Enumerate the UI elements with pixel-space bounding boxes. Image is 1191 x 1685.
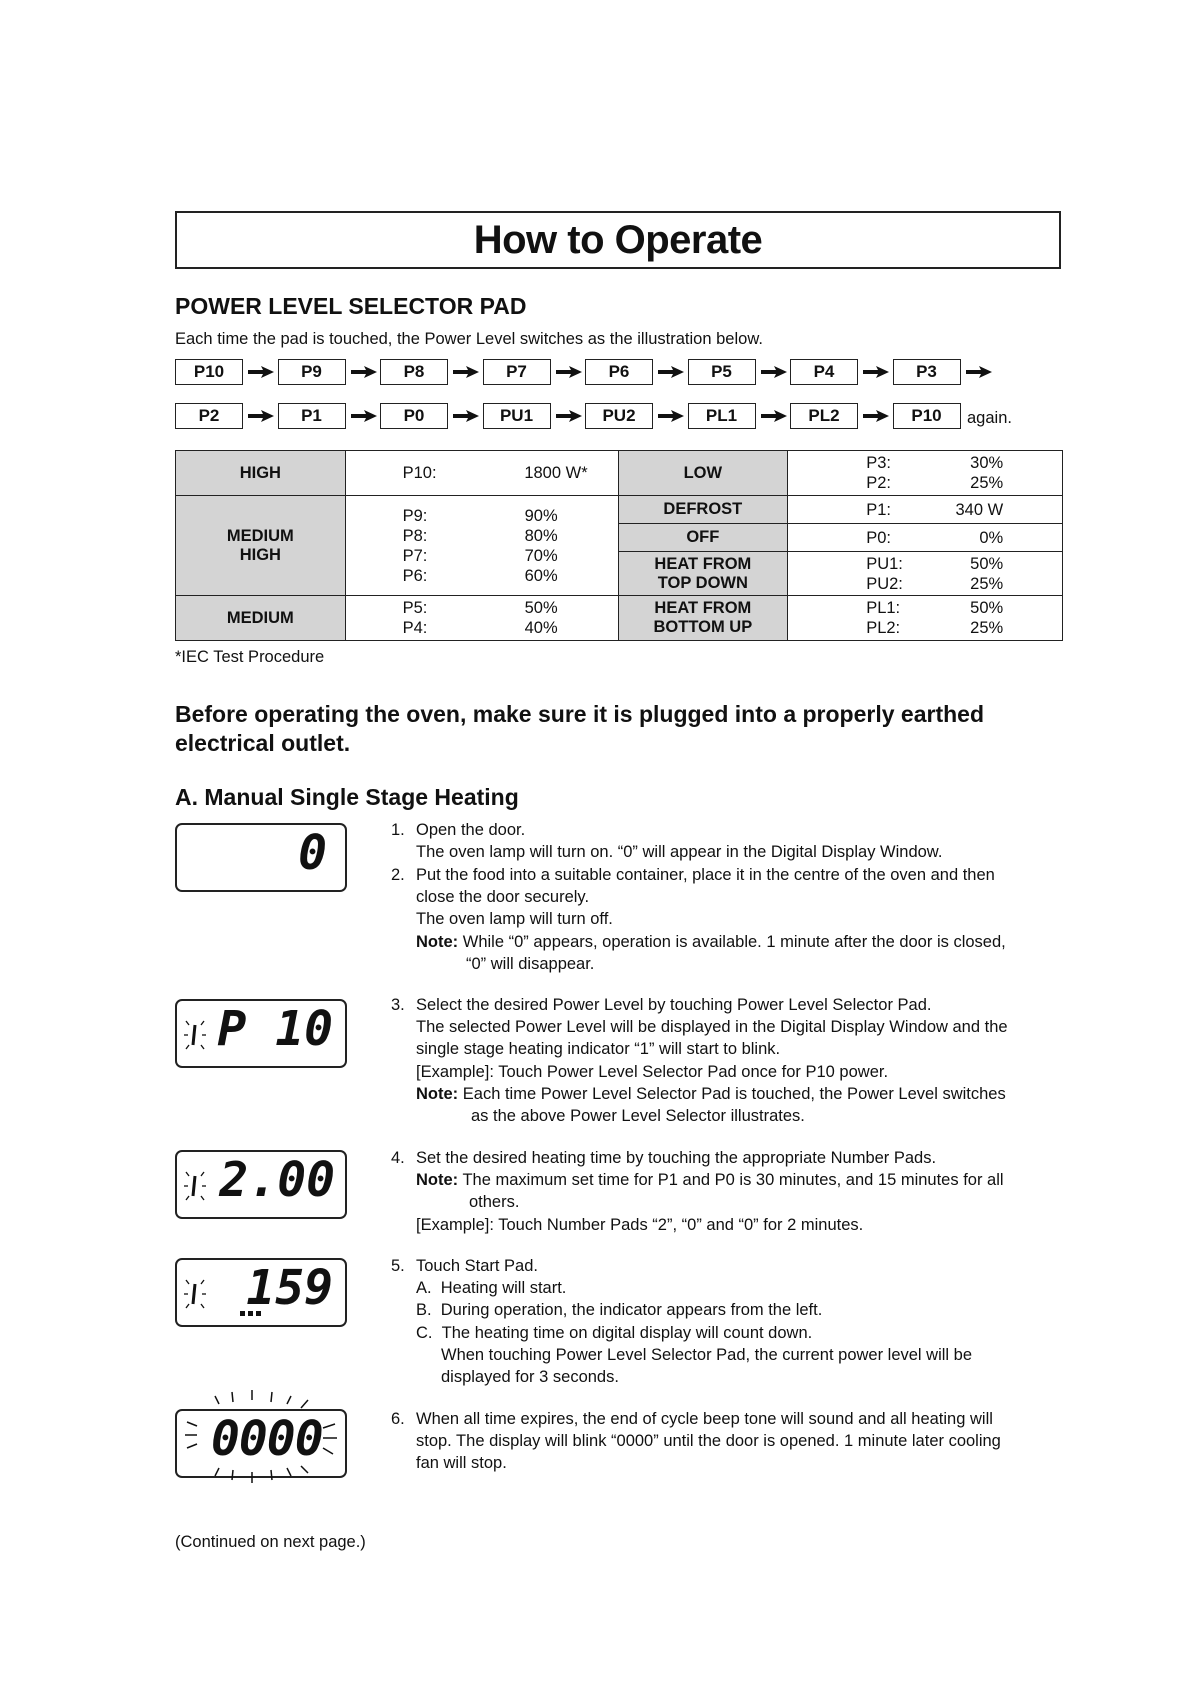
cell-heat-bottom-values	[788, 596, 1063, 641]
power-level-box: P5	[688, 359, 756, 385]
arrow-right-icon	[658, 410, 684, 422]
page-title-box	[175, 211, 1061, 269]
cell-medium-high	[176, 496, 346, 596]
label-line: MEDIUM	[226, 526, 294, 545]
step-number: 3.	[391, 996, 405, 1014]
step-number: 1.	[391, 821, 405, 839]
step-text: When all time expires, the end of cycle beep tone will sound and all heating will	[416, 1410, 993, 1428]
power-level-box: PU1	[483, 403, 551, 429]
display-digits: 0000	[211, 1411, 323, 1467]
step-text: Open the door.	[416, 821, 526, 839]
value-key: P1:	[866, 500, 891, 519]
step-text: fan will stop.	[416, 1454, 507, 1473]
value-key: P4:	[402, 619, 428, 637]
value-key: PU2:	[866, 574, 903, 593]
cell-off-values	[788, 524, 1063, 552]
power-level-box: P9	[278, 359, 346, 385]
arrow-right-icon	[556, 410, 582, 422]
cell-medium-high-values	[345, 496, 618, 596]
step-4	[391, 1147, 1071, 1236]
value-val: 80%	[524, 526, 558, 545]
value-key: P0:	[866, 528, 891, 547]
footnote: *IEC Test Procedure	[175, 648, 325, 666]
arrow-right-icon	[248, 410, 274, 422]
arrow-right-icon	[761, 366, 787, 378]
cell-low-values	[788, 451, 1063, 496]
blinking-indicator-icon	[183, 1274, 207, 1314]
step-text: stop. The display will blink “0000” until the door is opened. 1 minute later cooling	[416, 1432, 1001, 1451]
display-step1	[175, 823, 347, 892]
sub-letter: A.	[416, 1279, 432, 1298]
arrow-right-icon	[248, 366, 274, 378]
label-line: HEAT FROM	[654, 554, 752, 573]
sub-letter: B.	[416, 1301, 432, 1320]
page-title: How to Operate	[473, 217, 763, 262]
value-key: P6:	[402, 566, 428, 585]
warning-line: electrical outlet.	[175, 730, 351, 756]
cell-medium: MEDIUM	[176, 596, 346, 641]
value-key: PU1:	[866, 554, 903, 573]
display-digits: 159	[246, 1260, 333, 1316]
arrow-right-icon	[761, 410, 787, 422]
warning-line: Before operating the oven, make sure it is plugged into a properly earthed	[175, 701, 984, 727]
note-text: The maximum set time for P1 and P0 is 30 minutes, and 15 minutes for all	[462, 1171, 1004, 1190]
value-key: P3:	[866, 454, 891, 472]
display-digits: 0	[298, 825, 327, 881]
arrow-right-icon	[453, 366, 479, 378]
step-6	[391, 1408, 1071, 1475]
cell-heat-top-values	[788, 552, 1063, 596]
power-level-box: PL2	[790, 403, 858, 429]
value-val: 25%	[970, 619, 1004, 637]
cell-low: LOW	[618, 451, 788, 496]
step-text: Select the desired Power Level by touching Power Level Selector Pad.	[416, 996, 932, 1014]
warning-text	[175, 700, 984, 758]
power-level-table	[175, 450, 1063, 641]
step-text: close the door securely.	[416, 888, 590, 907]
step-text: During operation, the indicator appears from the left.	[440, 1301, 823, 1320]
display-step5	[175, 1258, 347, 1327]
step-number: 2.	[391, 866, 405, 884]
value-val: 1800 W*	[524, 464, 588, 482]
label-line: HIGH	[239, 545, 281, 564]
cell-heat-bottom-up	[618, 596, 788, 641]
label-line: BOTTOM UP	[653, 618, 753, 636]
step-text: Touch Start Pad.	[416, 1257, 538, 1275]
step-text: The heating time on digital display will count down.	[441, 1323, 813, 1342]
power-level-box: P8	[380, 359, 448, 385]
power-level-intro: Each time the pad is touched, the Power Level switches as the illustration below.	[175, 330, 763, 348]
note-text: Each time Power Level Selector Pad is touched, the Power Level switches	[462, 1084, 1006, 1103]
note-text: “0” will disappear.	[466, 954, 595, 973]
step-text: [Example]: Touch Power Level Selector Pad once for P10 power.	[416, 1062, 889, 1081]
note-text: as the above Power Level Selector illustrates.	[471, 1107, 805, 1126]
step-text: [Example]: Touch Number Pads “2”, “0” and “0” for 2 minutes.	[416, 1215, 864, 1234]
display-digits: P 10	[217, 1001, 333, 1057]
arrow-right-icon	[966, 366, 992, 378]
step-text: The oven lamp will turn off.	[416, 910, 613, 929]
power-level-box: P7	[483, 359, 551, 385]
value-val: 0%	[979, 528, 1004, 547]
display-step4	[175, 1150, 347, 1219]
power-level-box: P2	[175, 403, 243, 429]
section-a-heading: A. Manual Single Stage Heating	[175, 784, 519, 810]
step-text: Heating will start.	[440, 1279, 567, 1298]
continued-note: (Continued on next page.)	[175, 1533, 366, 1551]
value-key: P7:	[402, 546, 428, 565]
value-val: 40%	[524, 619, 558, 637]
step-3	[391, 994, 1071, 1127]
arrow-right-icon	[453, 410, 479, 422]
display-digits: 2.00	[219, 1152, 335, 1208]
sub-letter: C.	[416, 1323, 433, 1342]
blinking-indicator-icon	[183, 1015, 207, 1055]
cell-heat-top-down	[618, 552, 788, 596]
power-level-box: P4	[790, 359, 858, 385]
value-val: 60%	[524, 566, 558, 585]
step-text: The selected Power Level will be displayed in the Digital Display Window and the	[416, 1018, 1008, 1037]
power-level-box: P1	[278, 403, 346, 429]
power-level-heading: POWER LEVEL SELECTOR PAD	[175, 293, 527, 319]
note-label: Note:	[416, 932, 459, 951]
value-key: P9:	[402, 506, 428, 525]
step-5	[391, 1255, 1071, 1388]
arrow-right-icon	[863, 366, 889, 378]
arrow-right-icon	[351, 410, 377, 422]
step-text: single stage heating indicator “1” will start to blink.	[416, 1040, 781, 1059]
power-level-box: P3	[893, 359, 961, 385]
step-text: Put the food into a suitable container, place it in the centre of the oven and then	[416, 866, 995, 884]
value-val: 50%	[970, 554, 1004, 573]
label-line: HEAT FROM	[654, 599, 752, 617]
step-text: Set the desired heating time by touching the appropriate Number Pads.	[416, 1149, 937, 1167]
cell-medium-values	[345, 596, 618, 641]
note-text: While “0” appears, operation is available. 1 minute after the door is closed,	[462, 932, 1006, 951]
step-number: 6.	[391, 1410, 405, 1428]
value-val: 50%	[970, 599, 1004, 617]
arrow-right-icon	[658, 366, 684, 378]
value-key: P8:	[402, 526, 428, 545]
blink-rays-icon	[175, 1388, 355, 1488]
value-key: P5:	[402, 599, 428, 617]
power-level-box: P10	[893, 403, 961, 429]
value-val: 25%	[970, 574, 1004, 593]
note-text: others.	[469, 1193, 520, 1212]
power-level-box: P6	[585, 359, 653, 385]
arrow-right-icon	[556, 366, 582, 378]
display-step3	[175, 999, 347, 1068]
note-label: Note:	[416, 1084, 459, 1103]
value-val: 90%	[524, 506, 558, 525]
step-text: displayed for 3 seconds.	[441, 1368, 619, 1387]
power-level-box: P0	[380, 403, 448, 429]
cell-defrost: DEFROST	[618, 496, 788, 524]
value-key: PL1:	[866, 599, 901, 617]
value-val: 50%	[524, 599, 558, 617]
arrow-right-icon	[863, 410, 889, 422]
step-1	[391, 819, 1071, 863]
value-key: P2:	[866, 474, 891, 492]
value-val: 25%	[970, 474, 1004, 492]
cell-high: HIGH	[176, 451, 346, 496]
value-val: 340 W	[955, 500, 1004, 519]
value-key: P10:	[402, 464, 437, 482]
blinking-indicator-icon	[183, 1166, 207, 1206]
power-level-box: PU2	[585, 403, 653, 429]
arrow-right-icon	[351, 366, 377, 378]
step-text: When touching Power Level Selector Pad, the current power level will be	[441, 1345, 973, 1364]
power-level-box: PL1	[688, 403, 756, 429]
cell-high-values	[345, 451, 618, 496]
value-val: 70%	[524, 546, 558, 565]
step-number: 4.	[391, 1149, 405, 1167]
note-label: Note:	[416, 1171, 459, 1190]
value-key: PL2:	[866, 619, 901, 637]
cell-off: OFF	[618, 524, 788, 552]
cell-defrost-values	[788, 496, 1063, 524]
value-val: 30%	[970, 454, 1004, 472]
again-label: again.	[967, 409, 1012, 427]
power-level-box: P10	[175, 359, 243, 385]
step-2	[391, 864, 1071, 975]
label-line: TOP DOWN	[657, 573, 748, 592]
step-number: 5.	[391, 1257, 405, 1275]
step-text: The oven lamp will turn on. “0” will appear in the Digital Display Window.	[416, 843, 943, 862]
